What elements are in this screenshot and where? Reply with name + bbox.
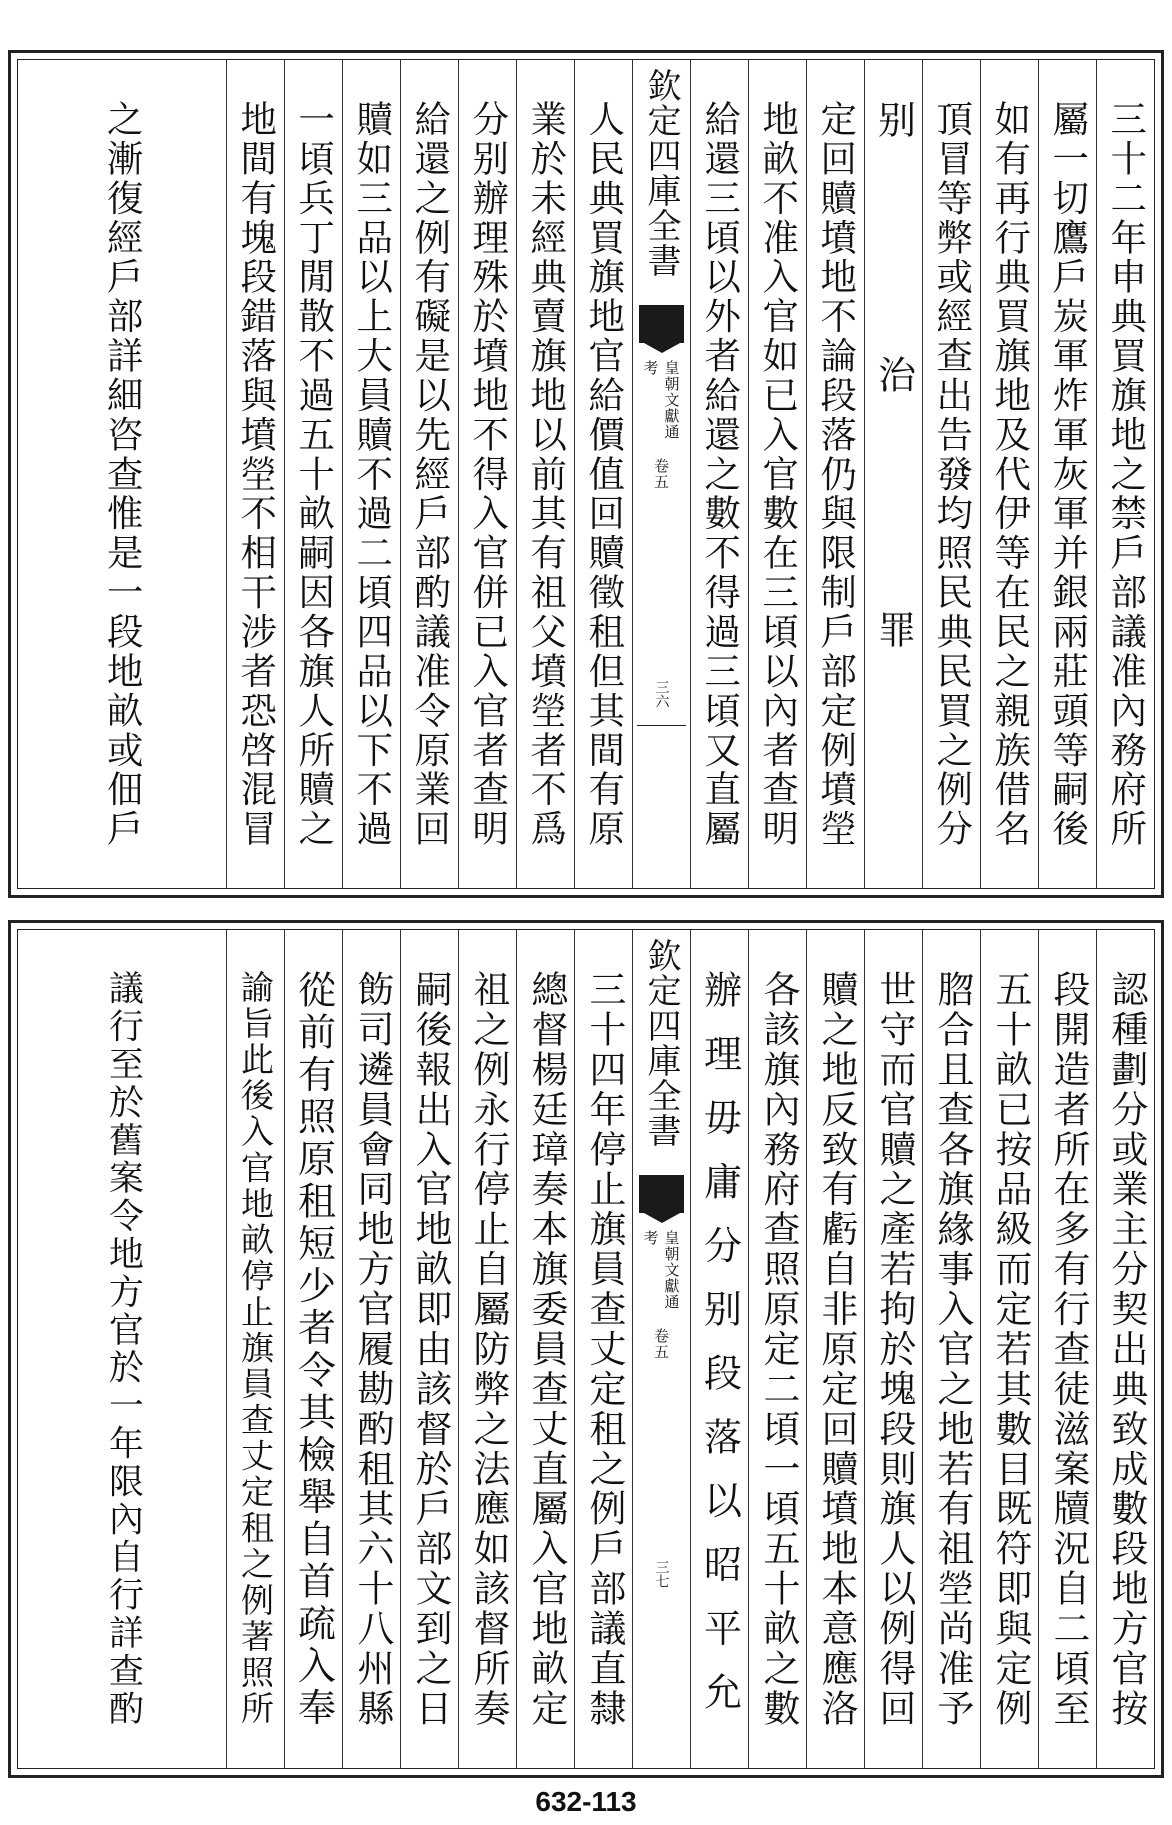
text-column (342, 930, 400, 1768)
source-title: 皇朝文獻通考 (641, 360, 681, 440)
column-text: 認種劃分或業主分契出典致成數段地方官按 (1104, 970, 1148, 1729)
column-text: 贖之地反致有虧自非原定回贖墳地本意應洛 (814, 970, 858, 1729)
source-title: 皇朝文獻通考 (641, 1230, 681, 1310)
column-text: 别治罪 (871, 100, 916, 865)
text-column (458, 60, 516, 888)
text-column (922, 930, 980, 1768)
column-text: 如有再行典買旗地及代伊等在民之親族借名 (988, 100, 1032, 849)
text-column (748, 930, 806, 1768)
top-page-frame (17, 59, 1155, 889)
text-column (806, 60, 864, 888)
column-text: 議行至於舊案令地方官於一年限內自行詳查酌 (102, 970, 143, 1728)
center-fold-column (632, 60, 690, 888)
column-text: 脗合且查各旗緣事入官之地若有祖塋尚准予 (930, 970, 974, 1729)
text-column (400, 930, 458, 1768)
column-text: 給還三頃以外者給還之數不得過三頃又直屬 (698, 100, 742, 849)
text-column (18, 930, 226, 1768)
column-text: 各該旗內務府查照原定二頃一頃五十畝之數 (756, 970, 800, 1729)
column-text: 祖之例永行停止自屬防弊之法應如該督所奏 (466, 970, 510, 1729)
bottom-page-frame (17, 929, 1155, 1769)
column-text: 業於未經典賣旗地以前其有祖父墳塋者不爲 (524, 100, 568, 849)
column-text: 給還之例有礙是以先經戶部酌議准令原業回 (408, 100, 452, 849)
column-text: 分别辦理殊於墳地不得入官併已入官者查明 (466, 100, 510, 849)
text-column (748, 60, 806, 888)
column-text: 地間有塊段錯落與墳塋不相干涉者恐啓混冒 (234, 100, 278, 849)
text-column (1096, 60, 1154, 888)
text-column (980, 930, 1038, 1768)
text-column (690, 930, 748, 1768)
text-column (18, 60, 226, 888)
text-column (980, 60, 1038, 888)
text-column (284, 60, 342, 888)
book-title: 欽定四庫全書 (641, 938, 681, 1148)
text-column (400, 60, 458, 888)
text-column (516, 60, 574, 888)
fish-tail-mark (639, 305, 684, 343)
text-column (516, 930, 574, 1768)
text-column (1038, 930, 1096, 1768)
text-column (574, 60, 632, 888)
volume-label: 卷五 (652, 458, 670, 490)
column-text: 屬一切鷹戶炭軍炸軍灰軍并銀兩莊頭等嗣後 (1046, 100, 1090, 849)
column-text: 三十二年申典買旗地之禁戶部議准內務府所 (1104, 100, 1148, 849)
text-column (1096, 930, 1154, 1768)
column-text: 人民典買旗地官給價值回贖徵租但其間有原 (582, 100, 626, 849)
column-text: 一頃兵丁閒散不過五十畝嗣因各旗人所贖之 (292, 100, 336, 849)
column-text: 五十畝已按品級而定若其數目既符即與定例 (988, 970, 1032, 1729)
bottom-page-columns (18, 930, 1154, 1768)
column-text: 嗣後報出入官地畝即由該督於戶部文到之日 (408, 970, 452, 1729)
folio-number: 三六 (653, 680, 670, 708)
text-column (226, 930, 284, 1768)
text-column (690, 60, 748, 888)
column-text: 段開造者所在多有行查徒滋案牘況自二頃至 (1046, 970, 1090, 1729)
column-text: 頂冒等弊或經查出告發均照民典民買之例分 (930, 100, 974, 849)
column-text: 總督楊廷璋奏本旗委員查丈直屬入官地畝定 (524, 970, 568, 1729)
top-page (8, 50, 1164, 898)
column-text: 諭旨此後入官地畝停止旗員查丈定租之例著照所 (236, 970, 276, 1727)
column-text: 辦理毋庸分别段落以昭平允 (697, 970, 742, 1736)
text-column (342, 60, 400, 888)
text-column (806, 930, 864, 1768)
column-text: 三十四年停止旗員查丈定租之例戶部議直隸 (582, 970, 626, 1729)
fish-tail-mark (639, 1175, 684, 1213)
text-column (1038, 60, 1096, 888)
text-column (458, 930, 516, 1768)
page-number: 632-113 (535, 1786, 637, 1817)
column-text: 之漸復經戶部詳細咨查惟是一段地畝或佃戶 (101, 100, 145, 849)
text-column (922, 60, 980, 888)
bottom-page (8, 920, 1164, 1778)
column-text: 世守而官贖之產若拘於塊段則旗人以例得回 (872, 970, 916, 1729)
text-column (864, 930, 922, 1768)
book-title: 欽定四庫全書 (641, 68, 681, 278)
text-column (574, 930, 632, 1768)
column-text: 飭司遴員會同地方官履勘酌租其六十八州縣 (350, 970, 394, 1729)
folio-rule (637, 725, 686, 726)
text-column (284, 930, 342, 1768)
column-text: 從前有照原租短少者令其檢舉自首疏入奉 (291, 970, 336, 1730)
column-text: 定回贖墳地不論段落仍與限制戶部定例墳塋 (814, 100, 858, 849)
top-page-columns (18, 60, 1154, 888)
column-text: 地畝不准入官如已入官數在三頃以內者查明 (756, 100, 800, 849)
center-fold-column (632, 930, 690, 1768)
folio-number: 三七 (653, 1560, 670, 1588)
text-column (226, 60, 284, 888)
volume-label: 卷五 (652, 1328, 670, 1360)
column-text: 贖如三品以上大員贖不過二頃四品以下不過 (350, 100, 394, 849)
text-column (864, 60, 922, 888)
